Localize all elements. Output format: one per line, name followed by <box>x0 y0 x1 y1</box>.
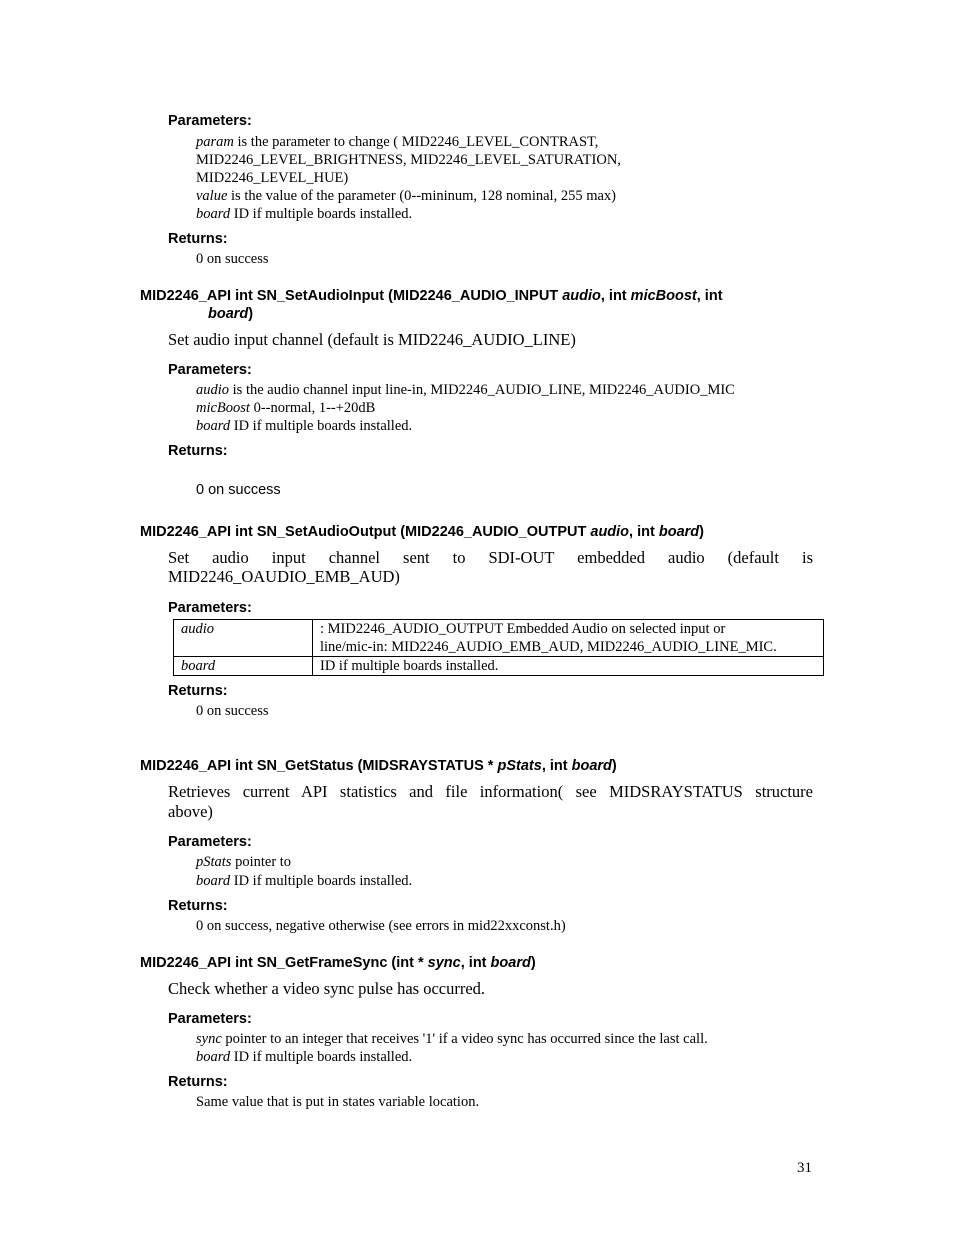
heading-arg: audio <box>590 524 630 540</box>
audio-name: audio <box>196 382 230 398</box>
parameters-label: Parameters: <box>168 362 252 378</box>
returns-label: Returns: <box>168 231 228 247</box>
returns-text: 0 on success <box>196 251 269 267</box>
table-row <box>174 620 824 657</box>
function-heading-setaudioinput <box>140 287 723 305</box>
heading-arg: audio <box>562 288 601 304</box>
returns-text: 0 on success <box>196 703 269 719</box>
returns-text: Same value that is put in states variable location. <box>196 1094 480 1110</box>
heading-text: ) <box>530 955 536 971</box>
board-description-line <box>196 1048 412 1066</box>
audio-text: is the audio channel input line-in, MID2246_AUDIO_LINE, MID2246_AUDIO_MIC <box>229 382 735 398</box>
parameters-label: Parameters: <box>168 834 252 850</box>
board-name: board <box>196 418 231 434</box>
param-description-line: MID2246_LEVEL_BRIGHTNESS, MID2246_LEVEL_SATURATION, <box>196 152 621 168</box>
parameters-label: Parameters: <box>168 1011 252 1027</box>
heading-arg: board <box>571 758 612 774</box>
param-name-cell: board <box>174 657 313 676</box>
heading-text: MID2246_API int SN_GetFrameSync (int * <box>140 955 428 971</box>
heading-arg: board <box>490 955 531 971</box>
function-heading-getframesync <box>140 954 536 972</box>
returns-label: Returns: <box>168 683 228 699</box>
parameters-label: Parameters: <box>168 113 252 129</box>
function-description: above) <box>168 802 213 821</box>
returns-label: Returns: <box>168 1074 228 1090</box>
function-heading-setaudiooutput <box>140 523 704 541</box>
sync-description-line <box>196 1030 708 1048</box>
function-description: Retrieves current API statistics and file information( see MIDSRAYSTATUS structure <box>168 782 813 801</box>
value-name: value <box>196 188 228 204</box>
board-text: ID if multiple boards installed. <box>230 1049 413 1065</box>
returns-text: 0 on success, negative otherwise (see errors in mid22xxconst.h) <box>196 918 566 934</box>
board-description-line <box>196 205 412 223</box>
value-description-line <box>196 187 616 205</box>
page-number: 31 <box>797 1160 812 1176</box>
heading-arg: board <box>658 524 700 540</box>
sync-name: sync <box>196 1031 222 1047</box>
heading-text: , int <box>541 758 572 774</box>
board-text: ID if multiple boards installed. <box>230 418 413 434</box>
function-description: MID2246_OAUDIO_EMB_AUD) <box>168 567 400 586</box>
function-description: Set audio input channel (default is MID2246_AUDIO_LINE) <box>168 330 576 349</box>
heading-text: MID2246_API int SN_SetAudioInput (MID2246_AUDIO_INPUT <box>140 288 563 304</box>
param-name: param <box>196 134 234 150</box>
pstats-text: pointer to <box>231 854 292 870</box>
heading-text: MID2246_API int SN_GetStatus (MIDSRAYSTATUS * <box>140 758 498 774</box>
value-text: is the value of the parameter (0--mininum, 128 nominal, 255 max) <box>227 188 616 204</box>
micboost-text: 0--normal, 1--+20dB <box>249 400 376 416</box>
param-desc-cell <box>313 620 824 657</box>
param-desc-line: line/mic-in: MID2246_AUDIO_EMB_AUD, MID2246_AUDIO_LINE_MIC. <box>320 639 777 655</box>
micboost-description-line <box>196 399 375 417</box>
param-text: is the parameter to change ( MID2246_LEVEL_CONTRAST, <box>233 134 599 150</box>
pstats-name: pStats <box>196 854 232 870</box>
param-desc-line: : MID2246_AUDIO_OUTPUT Embedded Audio on selected input or <box>320 621 726 637</box>
parameters-label: Parameters: <box>168 600 252 616</box>
param-description-line <box>196 133 598 151</box>
board-name: board <box>196 206 231 222</box>
function-heading-setaudioinput-cont <box>208 305 253 323</box>
heading-text: ) <box>611 758 617 774</box>
table-row <box>174 657 824 676</box>
heading-text: ) <box>699 524 704 540</box>
heading-text: , int <box>696 288 723 304</box>
returns-label: Returns: <box>168 898 228 914</box>
heading-text: MID2246_API int SN_SetAudioOutput (MID2246_AUDIO_OUTPUT <box>140 524 591 540</box>
board-description-line <box>196 872 412 890</box>
returns-label: Returns: <box>168 443 228 459</box>
heading-arg: sync <box>427 955 461 971</box>
board-description-line <box>196 417 412 435</box>
audio-description-line <box>196 381 735 399</box>
pstats-description-line <box>196 853 291 871</box>
param-description-line: MID2246_LEVEL_HUE) <box>196 170 349 186</box>
heading-text: , int <box>460 955 491 971</box>
function-description: Set audio input channel sent to SDI-OUT embedded audio (default is <box>168 548 813 567</box>
heading-text: , int <box>600 288 631 304</box>
param-name-cell: audio <box>174 620 313 657</box>
board-text: ID if multiple boards installed. <box>230 206 413 222</box>
board-name: board <box>196 1049 231 1065</box>
heading-arg: board <box>208 306 249 322</box>
function-heading-getstatus <box>140 757 617 775</box>
param-desc-cell: ID if multiple boards installed. <box>313 657 824 676</box>
returns-text: 0 on success <box>196 482 281 498</box>
board-text: ID if multiple boards installed. <box>230 873 413 889</box>
function-description: Check whether a video sync pulse has occurred. <box>168 979 486 998</box>
heading-arg: pStats <box>497 758 542 774</box>
heading-text: , int <box>629 524 659 540</box>
micboost-name: micBoost <box>196 400 250 416</box>
heading-text: ) <box>248 306 254 322</box>
board-name: board <box>196 873 231 889</box>
sync-text: pointer to an integer that receives '1' if a video sync has occurred since the last call. <box>221 1031 708 1047</box>
parameters-table <box>173 619 824 676</box>
heading-arg: micBoost <box>630 288 697 304</box>
